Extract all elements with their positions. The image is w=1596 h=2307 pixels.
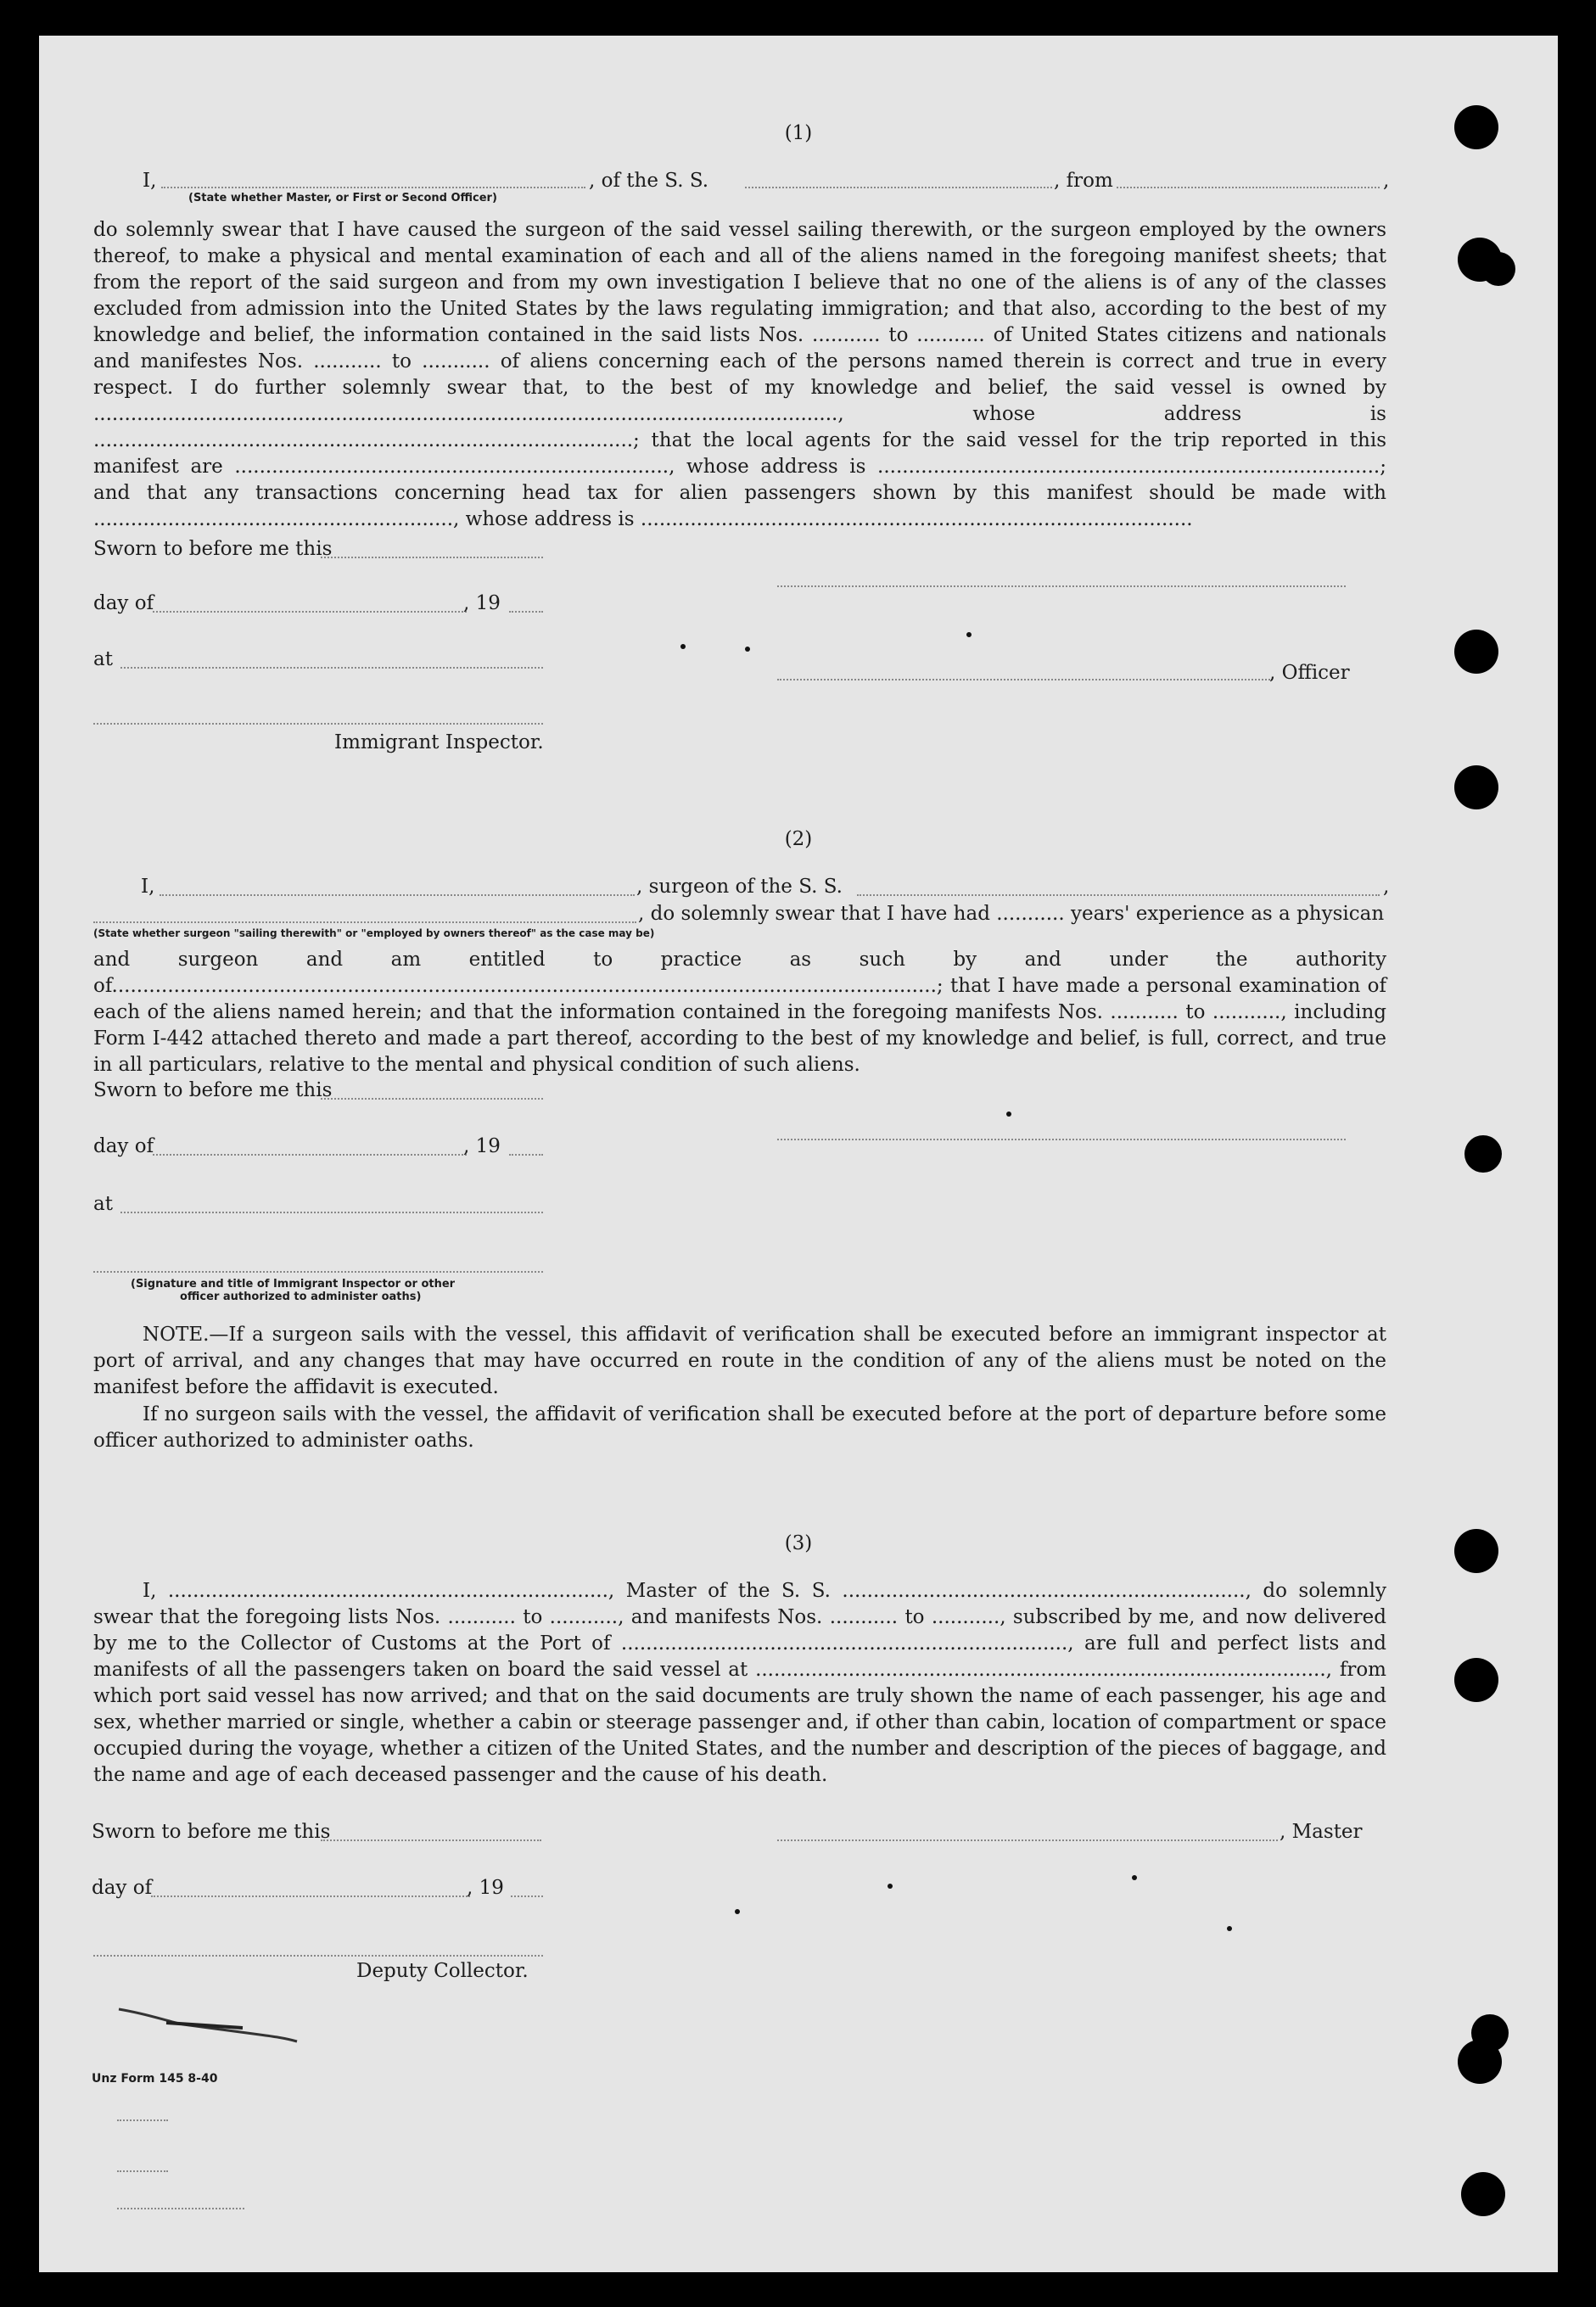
vessel-name-field[interactable] (745, 187, 1052, 188)
day-of-label-3: day of (92, 1877, 153, 1899)
sworn-date-field-1[interactable] (321, 557, 543, 558)
section-1-i-label: I, (143, 170, 157, 192)
section-3-number: (3) (784, 1532, 813, 1554)
surgeon-of-ss-label: , surgeon of the S. S. (636, 876, 843, 898)
section-1-body: do solemnly swear that I have caused the surgeon of the said vessel sailing therewith, or the surgeon employed by the owners thereof, to make a physical and mental examination of each and all of the aliens named in the foregoing manifest sheets; that from the report of the said surgeon and from my own investigation I believe that no one of the aliens is of any of the classes excluded from admission into the United States by the laws regulating immigration; and that also, according to the best of my knowledge and belief, the information contained in the said lists Nos. ........... to ........... of United States citizens and nationals and manifestes Nos. ........... to ........... of aliens concerning each of the persons named therein is correct and true in every respect. I do further solemnly swear that, to the best of my knowledge and belief, the said vessel is owned by ........................................................................................................................, whose address is .......................................................................................; that the local agents for the said vessel for the trip reported in this manifest are ......................................................................, whose address is .................................................................................; and that any transactions concerning head tax for alien passengers shown by this manifest should be made with .........................................................., whose address is ......................................................................................... (93, 219, 1386, 530)
punch-hole (1454, 765, 1498, 809)
surgeon-vessel-field[interactable] (857, 894, 1380, 896)
speck (966, 632, 972, 637)
year-label-3: , 19 (467, 1877, 504, 1899)
punch-hole (1458, 2040, 1502, 2084)
master-signature-line-3[interactable] (777, 1839, 1278, 1841)
year-field-1[interactable] (509, 611, 543, 613)
punch-hole (1454, 1658, 1498, 1702)
year-label-1: , 19 (463, 592, 501, 614)
of-ss-label: , of the S. S. (589, 170, 709, 192)
line-comma: , (1383, 170, 1390, 192)
day-of-label-2: day of (93, 1135, 154, 1157)
section-2-number: (2) (784, 828, 813, 850)
year-field-3[interactable] (511, 1895, 543, 1897)
day-of-field-2[interactable] (153, 1154, 467, 1156)
years-experience-line: , do solemnly swear that I have had ........... years' experience as a physican (638, 903, 1385, 925)
form-id: Unz Form 145 8-40 (92, 2072, 218, 2086)
speck (745, 647, 750, 652)
note-no-surgeon: If no surgeon sails with the vessel, the affidavit of verification shall be executed before at the port of departure before some officer authorized to administer oaths. (93, 1403, 1386, 1452)
speck (888, 1884, 893, 1889)
speck (1132, 1875, 1137, 1880)
signature-note-1: (Signature and title of Immigrant Inspector or other (131, 1278, 456, 1291)
inspector-label: Immigrant Inspector. (334, 731, 544, 753)
punch-hole (1481, 252, 1515, 286)
master-signature-line-1[interactable] (777, 585, 1346, 587)
at-field-2[interactable] (120, 1212, 543, 1213)
surgeon-signature-line[interactable] (777, 1139, 1346, 1140)
from-port-field[interactable] (1117, 187, 1380, 188)
officer-signature-line-2[interactable] (93, 1271, 543, 1273)
speck (680, 644, 686, 649)
sworn-date-field-3[interactable] (321, 1839, 541, 1841)
at-field-1[interactable] (120, 667, 543, 669)
at-label-2: at (93, 1193, 113, 1215)
ink-scribble (115, 2002, 302, 2045)
sworn-label-1: Sworn to before me this (93, 538, 333, 560)
punch-hole (1461, 2172, 1505, 2216)
collector-signature-line[interactable] (93, 1955, 543, 1957)
day-of-field-1[interactable] (153, 611, 467, 613)
year-label-2: , 19 (463, 1135, 501, 1157)
year-field-2[interactable] (509, 1154, 543, 1156)
sworn-label-2: Sworn to before me this (93, 1079, 333, 1101)
note-surgeon-sails: NOTE.—If a surgeon sails with the vessel, this affidavit of verification shall be executed before an immigrant inspector at port of arrival, and any changes that may have occurred en route in the condition of any of the aliens must be noted on the manifest before the affidavit is executed. (93, 1324, 1386, 1398)
master-label: , Master (1280, 1821, 1363, 1843)
officer-label: , Officer (1269, 662, 1350, 684)
sworn-label-3: Sworn to before me this (92, 1821, 331, 1843)
at-label-1: at (93, 648, 113, 670)
tally-mark (117, 2119, 168, 2121)
section-2-i-label: I, (141, 876, 155, 898)
tally-mark (117, 2208, 244, 2209)
day-of-field-3[interactable] (151, 1895, 470, 1897)
from-label: , from (1054, 170, 1113, 192)
master-name-field[interactable] (161, 187, 585, 188)
master-note: (State whether Master, or First or Second Officer) (188, 192, 497, 204)
surgeon-note: (State whether surgeon "sailing therewith" or "employed by owners thereof" as the case may be) (93, 927, 655, 939)
form-sheet (39, 36, 1558, 2272)
speck (1227, 1926, 1232, 1931)
tally-mark (117, 2170, 168, 2172)
day-of-label-1: day of (93, 592, 154, 614)
inspector-signature-line-1[interactable] (93, 723, 543, 725)
sworn-date-field-2[interactable] (321, 1098, 543, 1100)
speck (735, 1909, 740, 1914)
officer-signature-line[interactable] (777, 679, 1273, 680)
punch-hole (1464, 1135, 1502, 1173)
speck (1006, 1112, 1011, 1117)
section-2-body: and surgeon and am entitled to practice as such by and under the authority of.....................................................................................................................................; that I have made a personal examination of each of the aliens named herein; and that the information contained in the foregoing manifests Nos. ........... to ..........., including Form I-442 attached thereto and made a part thereof, according to the best of my knowledge and belief, is full, correct, and true in all particulars, relative to the mental and physical condition of such aliens. (93, 949, 1386, 1076)
punch-hole (1454, 630, 1498, 674)
surgeon-status-field[interactable] (93, 921, 636, 923)
signature-note-2: officer authorized to administer oaths) (180, 1291, 422, 1303)
line-comma: , (1383, 876, 1390, 898)
section-1-number: (1) (784, 122, 813, 144)
deputy-collector-label: Deputy Collector. (356, 1960, 529, 1982)
surgeon-name-field[interactable] (160, 894, 635, 896)
section-3-body: I, ......................................................................., Master of the S. S. ................................................................., do solemnly swear that the foregoing lists Nos. ........... to ..........., and manifests Nos. ........... to ..........., subscribed by me, and now delivered by me to the Collector of Customs at the Port of ........................................................................, are full and perfect lists and manifests of all the passengers taken on board the said vessel at ............................................................................................, from which port said vessel has now arrived; and that on the said documents are truly shown the name of each passenger, his age and sex, whether married or single, whether a cabin or steerage passenger and, if other than cabin, location of compartment or space occupied during the voyage, whether a citizen of the United States, and the number and description of the pieces of baggage, and the name and age of each deceased passenger and the cause of his death. (93, 1580, 1386, 1786)
